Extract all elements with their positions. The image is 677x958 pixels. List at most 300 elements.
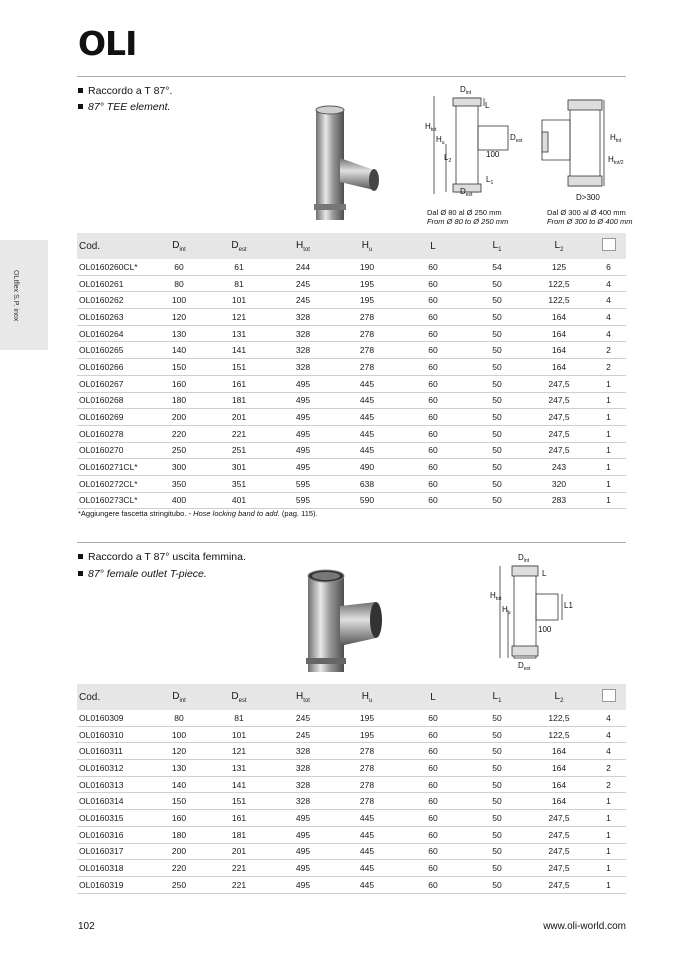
svg-text:Hu: $H_u$ — [502, 605, 511, 616]
table-cell: 1 — [591, 425, 626, 442]
side-label: OLIflex S.P. inox — [12, 270, 19, 322]
table-cell: 101 — [207, 726, 271, 743]
table-cell: 50 — [467, 325, 527, 342]
table-row — [77, 292, 626, 309]
table-cell: 61 — [207, 259, 271, 275]
svg-text:Dint: $D_{int}$ — [460, 85, 472, 96]
column-header: $L_1$ — [467, 684, 527, 710]
table-cell: 100 — [151, 726, 207, 743]
table-cell: 495 — [271, 442, 335, 459]
table-cell: 60 — [399, 492, 467, 509]
table-cell: 4 — [591, 726, 626, 743]
table-cell: 60 — [399, 392, 467, 409]
table-cell: 278 — [335, 776, 399, 793]
table-cell: 60 — [399, 292, 467, 309]
table-cell: 195 — [335, 275, 399, 292]
website-link[interactable]: www.oli-world.com — [543, 921, 626, 932]
table-cell: 400 — [151, 492, 207, 509]
svg-text:Dest: $D_{est}$ — [460, 187, 473, 198]
tee-diagram-small — [424, 84, 524, 208]
table-cell: 60 — [399, 860, 467, 877]
table-cell: 638 — [335, 475, 399, 492]
table-cell: 100 — [151, 292, 207, 309]
section1-title-it: Raccordo a T 87°. — [78, 85, 172, 97]
table-cell: 1 — [591, 860, 626, 877]
product-code: OL0160315 — [77, 810, 151, 827]
table-cell: 351 — [207, 475, 271, 492]
table-cell: 301 — [207, 459, 271, 476]
table-cell: 50 — [467, 726, 527, 743]
table-cell: 495 — [271, 843, 335, 860]
table-cell: 60 — [399, 275, 467, 292]
product-code: OL0160263 — [77, 309, 151, 326]
table-row — [77, 776, 626, 793]
table-cell: 1 — [591, 826, 626, 843]
table-row — [77, 743, 626, 760]
table-cell: 320 — [527, 475, 591, 492]
table-cell: 283 — [527, 492, 591, 509]
table-cell: 495 — [271, 459, 335, 476]
table-row — [77, 843, 626, 860]
product-code: OL0160266 — [77, 359, 151, 376]
table-row — [77, 710, 626, 726]
box-icon — [602, 689, 616, 702]
table-row — [77, 259, 626, 275]
table-cell: 278 — [335, 342, 399, 359]
table-row — [77, 860, 626, 877]
product-code: OL0160272CL* — [77, 475, 151, 492]
table-cell: 60 — [399, 710, 467, 726]
table-cell: 328 — [271, 793, 335, 810]
column-header: $L_1$ — [467, 233, 527, 259]
tee-photo — [300, 100, 390, 225]
table-cell: 50 — [467, 292, 527, 309]
table-header-row — [77, 684, 626, 710]
table-row — [77, 309, 626, 326]
table-cell: 50 — [467, 492, 527, 509]
table-cell: 60 — [399, 475, 467, 492]
table-cell: 122,5 — [527, 710, 591, 726]
table-cell: 495 — [271, 392, 335, 409]
table-cell: 220 — [151, 860, 207, 877]
svg-text:Htot/2: $H_{tot/2}$ — [608, 155, 624, 166]
table-cell: 60 — [151, 259, 207, 275]
table-cell: 50 — [467, 409, 527, 426]
table-cell: 60 — [399, 409, 467, 426]
table-cell: 50 — [467, 459, 527, 476]
table-cell: 445 — [335, 810, 399, 827]
table-row — [77, 726, 626, 743]
table-cell: 1 — [591, 876, 626, 893]
table-row — [77, 392, 626, 409]
table-cell: 60 — [399, 826, 467, 843]
svg-text:Dint: $D_{int}$ — [518, 553, 530, 564]
svg-text:Htot: $H_{tot}$ — [490, 591, 502, 602]
table-cell: 1 — [591, 475, 626, 492]
table-cell: 122,5 — [527, 292, 591, 309]
table-cell: 60 — [399, 810, 467, 827]
table-cell: 161 — [207, 375, 271, 392]
column-header: $H_{tot}$ — [271, 233, 335, 259]
svg-text:L: L — [485, 101, 490, 110]
table-cell: 181 — [207, 826, 271, 843]
svg-text:Hu: $H_u$ — [436, 135, 445, 146]
table-cell: 328 — [271, 743, 335, 760]
table-row — [77, 492, 626, 509]
table-cell: 50 — [467, 793, 527, 810]
table-cell: 2 — [591, 359, 626, 376]
table-cell: 247,5 — [527, 392, 591, 409]
product-code: OL0160269 — [77, 409, 151, 426]
table-row — [77, 876, 626, 893]
table-cell: 278 — [335, 309, 399, 326]
table-cell: 50 — [467, 826, 527, 843]
table-cell: 195 — [335, 726, 399, 743]
table-cell: 121 — [207, 743, 271, 760]
table-row — [77, 359, 626, 376]
table-cell: 60 — [399, 876, 467, 893]
table-cell: 80 — [151, 710, 207, 726]
table-row — [77, 475, 626, 492]
table-cell: 2 — [591, 760, 626, 777]
table-cell: 50 — [467, 342, 527, 359]
table-cell: 122,5 — [527, 275, 591, 292]
table-cell: 1 — [591, 843, 626, 860]
svg-text:100: 100 — [486, 150, 500, 159]
column-header: $H_u$ — [335, 233, 399, 259]
product-code: OL0160265 — [77, 342, 151, 359]
table-cell: 141 — [207, 342, 271, 359]
table-cell: 247,5 — [527, 860, 591, 877]
table-cell: 445 — [335, 375, 399, 392]
table-header-row — [77, 233, 626, 259]
table-cell: 60 — [399, 442, 467, 459]
table-cell: 50 — [467, 309, 527, 326]
table-cell: 2 — [591, 776, 626, 793]
brand-logo: OLI — [78, 24, 137, 63]
table-cell: 60 — [399, 726, 467, 743]
column-header: Cod. — [77, 684, 151, 710]
table-cell: 245 — [271, 710, 335, 726]
table-cell: 1 — [591, 459, 626, 476]
table-cell: 278 — [335, 743, 399, 760]
table-cell: 1 — [591, 793, 626, 810]
section2-title-it: Raccordo a T 87° uscita femmina. — [78, 551, 246, 563]
table-cell: 247,5 — [527, 826, 591, 843]
table-cell: 4 — [591, 275, 626, 292]
table-cell: 60 — [399, 459, 467, 476]
table-cell: 1 — [591, 409, 626, 426]
table-cell: 50 — [467, 843, 527, 860]
svg-text:Htot: $H_{tot}$ — [425, 122, 437, 133]
table-cell: 278 — [335, 359, 399, 376]
svg-text:L2: $L_2$ — [444, 153, 452, 164]
table-cell: 60 — [399, 843, 467, 860]
svg-text:Dest: $D_{est}$ — [518, 661, 531, 672]
table-cell: 201 — [207, 409, 271, 426]
table-cell: 220 — [151, 425, 207, 442]
product-code: OL0160310 — [77, 726, 151, 743]
table-cell: 251 — [207, 442, 271, 459]
table-cell: 200 — [151, 409, 207, 426]
table-cell: 130 — [151, 760, 207, 777]
table-cell: 80 — [151, 275, 207, 292]
product-code: OL0160312 — [77, 760, 151, 777]
table-cell: 328 — [271, 359, 335, 376]
table-cell: 1 — [591, 392, 626, 409]
table-cell: 495 — [271, 375, 335, 392]
table-cell: 221 — [207, 425, 271, 442]
table-cell: 50 — [467, 375, 527, 392]
table-cell: 131 — [207, 760, 271, 777]
table-cell: 445 — [335, 876, 399, 893]
table-cell: 150 — [151, 359, 207, 376]
table-cell: 151 — [207, 793, 271, 810]
product-code: OL0160317 — [77, 843, 151, 860]
table-cell: 328 — [271, 776, 335, 793]
table-cell: 6 — [591, 259, 626, 275]
product-code: OL0160318 — [77, 860, 151, 877]
table-cell: 247,5 — [527, 409, 591, 426]
table-cell: 164 — [527, 776, 591, 793]
female-tee-diagram — [488, 550, 578, 674]
table-row — [77, 442, 626, 459]
table-cell: 60 — [399, 259, 467, 275]
table-cell: 150 — [151, 793, 207, 810]
table-row — [77, 810, 626, 827]
table-cell: 50 — [467, 710, 527, 726]
table-cell: 200 — [151, 843, 207, 860]
table-cell: 50 — [467, 776, 527, 793]
table-cell: 250 — [151, 442, 207, 459]
table-cell: 244 — [271, 259, 335, 275]
column-header: Cod. — [77, 233, 151, 259]
table-cell: 4 — [591, 743, 626, 760]
table-cell: 50 — [467, 760, 527, 777]
table-cell: 164 — [527, 359, 591, 376]
table-cell: 1 — [591, 810, 626, 827]
table-row — [77, 325, 626, 342]
product-code: OL0160273CL* — [77, 492, 151, 509]
table-row — [77, 375, 626, 392]
table-cell: 247,5 — [527, 442, 591, 459]
column-header: $H_{tot}$ — [271, 684, 335, 710]
section2-title-en: 87° female outlet T-piece. — [78, 568, 207, 580]
svg-text:L1: $L_1$ — [486, 175, 494, 186]
package-column-header — [591, 684, 626, 710]
section2-table — [77, 684, 626, 894]
table-cell: 164 — [527, 743, 591, 760]
table-cell: 247,5 — [527, 810, 591, 827]
table-cell: 101 — [207, 292, 271, 309]
table-cell: 50 — [467, 275, 527, 292]
product-code: OL0160262 — [77, 292, 151, 309]
table-cell: 247,5 — [527, 876, 591, 893]
table-cell: 278 — [335, 325, 399, 342]
table-cell: 247,5 — [527, 843, 591, 860]
table-cell: 161 — [207, 810, 271, 827]
table-cell: 130 — [151, 325, 207, 342]
table-cell: 122,5 — [527, 726, 591, 743]
table-cell: 328 — [271, 760, 335, 777]
table-cell: 445 — [335, 442, 399, 459]
table-row — [77, 793, 626, 810]
table-cell: 445 — [335, 826, 399, 843]
table-cell: 180 — [151, 826, 207, 843]
table-cell: 60 — [399, 743, 467, 760]
svg-text:L1: L1 — [564, 601, 573, 610]
table-cell: 495 — [271, 425, 335, 442]
table-cell: 245 — [271, 292, 335, 309]
table-cell: 60 — [399, 325, 467, 342]
product-code: OL0160271CL* — [77, 459, 151, 476]
table-cell: 245 — [271, 275, 335, 292]
column-header: $D_{est}$ — [207, 684, 271, 710]
table-cell: 181 — [207, 392, 271, 409]
table-cell: 60 — [399, 342, 467, 359]
table-cell: 247,5 — [527, 375, 591, 392]
svg-text:D>300: D>300 — [576, 193, 600, 202]
table-cell: 195 — [335, 710, 399, 726]
table-cell: 60 — [399, 359, 467, 376]
table-cell: 595 — [271, 475, 335, 492]
table-cell: 140 — [151, 776, 207, 793]
table-cell: 445 — [335, 425, 399, 442]
section1-footnote: *Aggiungere fascetta stringitubo. - Hose locking band to add. (pag. 115). — [78, 509, 318, 518]
table-cell: 50 — [467, 392, 527, 409]
product-code: OL0160319 — [77, 876, 151, 893]
table-row — [77, 409, 626, 426]
column-header: $D_{est}$ — [207, 233, 271, 259]
table-cell: 328 — [271, 342, 335, 359]
svg-text:Dest: $D_{est}$ — [510, 133, 523, 144]
product-code: OL0160314 — [77, 793, 151, 810]
table-cell: 590 — [335, 492, 399, 509]
table-cell: 164 — [527, 342, 591, 359]
table-cell: 164 — [527, 793, 591, 810]
table-cell: 445 — [335, 843, 399, 860]
table-cell: 140 — [151, 342, 207, 359]
table-cell: 180 — [151, 392, 207, 409]
table-cell: 1 — [591, 492, 626, 509]
table-cell: 120 — [151, 309, 207, 326]
table-cell: 445 — [335, 860, 399, 877]
column-header: $D_{int}$ — [151, 684, 207, 710]
table-row — [77, 826, 626, 843]
table-cell: 495 — [271, 810, 335, 827]
table-cell: 164 — [527, 325, 591, 342]
package-column-header — [591, 233, 626, 259]
table-cell: 160 — [151, 375, 207, 392]
column-header: $L_2$ — [527, 684, 591, 710]
side-tab — [0, 240, 48, 350]
table-cell: 4 — [591, 309, 626, 326]
table-cell: 164 — [527, 309, 591, 326]
table-cell: 121 — [207, 309, 271, 326]
table-cell: 278 — [335, 793, 399, 810]
table-cell: 54 — [467, 259, 527, 275]
table-cell: 328 — [271, 309, 335, 326]
product-code: OL0160278 — [77, 425, 151, 442]
product-code: OL0160264 — [77, 325, 151, 342]
column-header: $H_u$ — [335, 684, 399, 710]
table-row — [77, 275, 626, 292]
table-cell: 250 — [151, 876, 207, 893]
table-row — [77, 342, 626, 359]
table-cell: 81 — [207, 275, 271, 292]
table-row — [77, 425, 626, 442]
section1-range-left: Dal Ø 80 al Ø 250 mm From Ø 80 to Ø 250 mm — [427, 208, 509, 226]
table-cell: 595 — [271, 492, 335, 509]
table-cell: 201 — [207, 843, 271, 860]
table-cell: 401 — [207, 492, 271, 509]
table-cell: 495 — [271, 826, 335, 843]
table-cell: 300 — [151, 459, 207, 476]
table-cell: 195 — [335, 292, 399, 309]
product-code: OL0160313 — [77, 776, 151, 793]
table-cell: 60 — [399, 793, 467, 810]
product-code: OL0160260CL* — [77, 259, 151, 275]
table-cell: 2 — [591, 342, 626, 359]
table-cell: 221 — [207, 876, 271, 893]
table-cell: 243 — [527, 459, 591, 476]
product-code: OL0160270 — [77, 442, 151, 459]
table-cell: 245 — [271, 726, 335, 743]
female-tee-photo — [300, 566, 390, 676]
table-cell: 81 — [207, 710, 271, 726]
table-cell: 125 — [527, 259, 591, 275]
table-cell: 131 — [207, 325, 271, 342]
table-row — [77, 760, 626, 777]
table-cell: 4 — [591, 325, 626, 342]
table-cell: 120 — [151, 743, 207, 760]
table-cell: 151 — [207, 359, 271, 376]
box-icon — [602, 238, 616, 251]
table-row — [77, 459, 626, 476]
table-cell: 4 — [591, 710, 626, 726]
table-cell: 247,5 — [527, 425, 591, 442]
table-cell: 495 — [271, 876, 335, 893]
table-cell: 50 — [467, 475, 527, 492]
table-cell: 60 — [399, 776, 467, 793]
table-cell: 164 — [527, 760, 591, 777]
table-cell: 160 — [151, 810, 207, 827]
tee-diagram-large — [540, 96, 632, 204]
svg-text:100: 100 — [538, 625, 552, 634]
column-header: L — [399, 233, 467, 259]
top-rule — [77, 76, 626, 77]
table-cell: 445 — [335, 409, 399, 426]
table-cell: 445 — [335, 392, 399, 409]
table-cell: 495 — [271, 409, 335, 426]
table-cell: 490 — [335, 459, 399, 476]
section1-range-right: Dal Ø 300 al Ø 400 mm From Ø 300 to Ø 400 mm — [547, 208, 633, 226]
section1-title-en: 87° TEE element. — [78, 101, 170, 113]
table-cell: 4 — [591, 292, 626, 309]
section1-table — [77, 233, 626, 509]
table-cell: 495 — [271, 860, 335, 877]
table-cell: 50 — [467, 359, 527, 376]
column-header: L — [399, 684, 467, 710]
table-cell: 1 — [591, 375, 626, 392]
table-cell: 50 — [467, 743, 527, 760]
column-header: $L_2$ — [527, 233, 591, 259]
table-cell: 328 — [271, 325, 335, 342]
page-number: 102 — [78, 921, 95, 932]
product-code: OL0160309 — [77, 710, 151, 726]
table-cell: 60 — [399, 309, 467, 326]
table-cell: 50 — [467, 810, 527, 827]
